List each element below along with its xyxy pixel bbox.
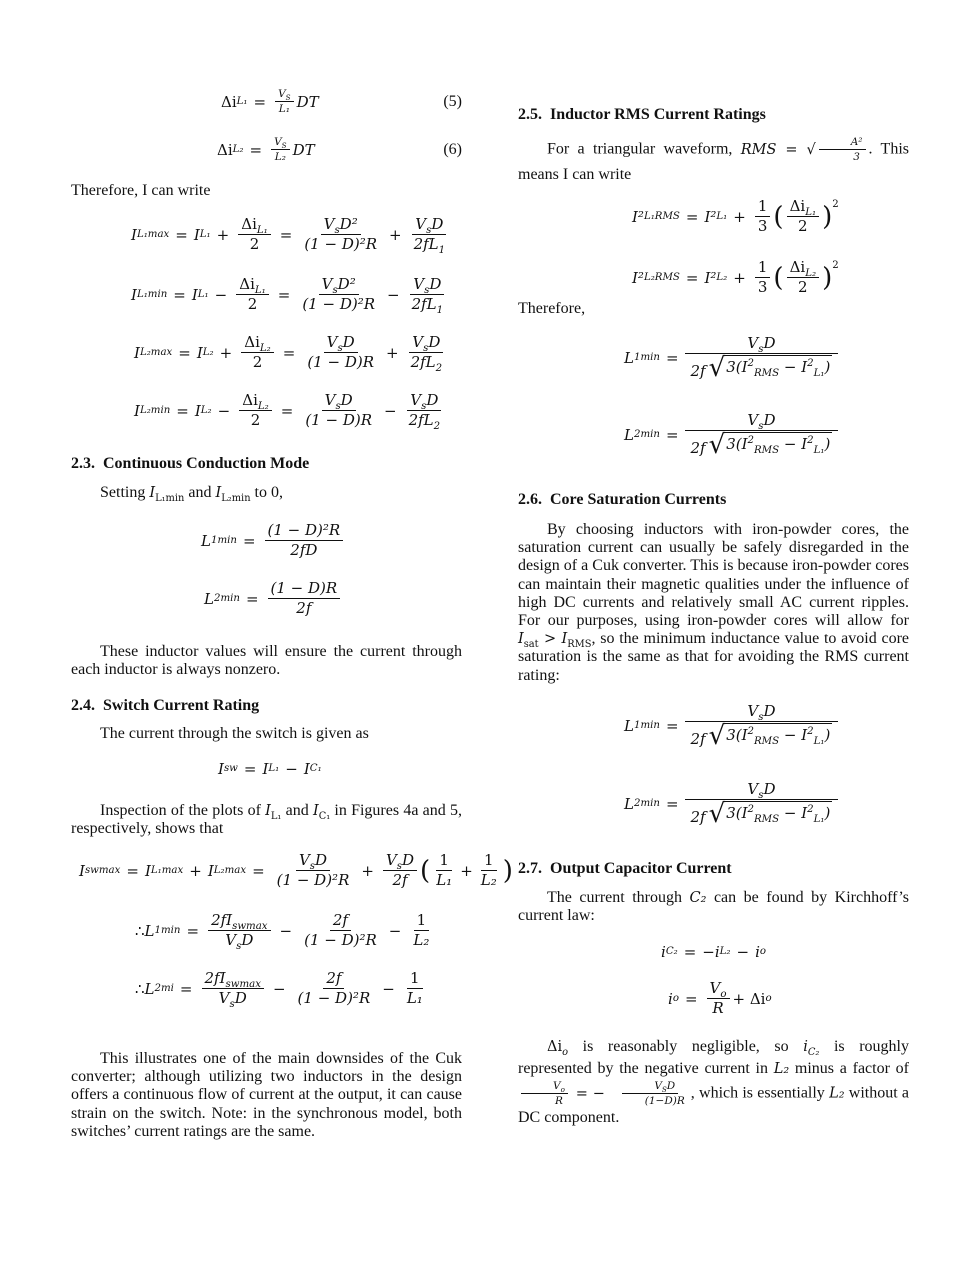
section-heading-2-7: 2.7. Output Capacitor Current	[518, 860, 732, 877]
equation-L2min-ccm: L 2min = $\frac{(1 - D)R}{2f}$	[71, 580, 462, 618]
equation-iC2: i C₂ = −i L₂ − i o	[661, 943, 767, 961]
equation-Isw: I sw = I L₁ − I C₁	[218, 760, 322, 778]
equation-L1min-sat: L 1min = $V_sD$ 2f √ $3(I^2_{RMS} - I^2_{L_1})$	[518, 703, 909, 749]
equation-IL2min: I L₂min = I L₂ − $\frac{\Delta i_{L_2}}{2}$ = $\frac{V_sD}{(1 - D)R}$ − $\frac{V_sD}{2fL_2}$	[134, 391, 441, 433]
paragraph: $\Delta i_o$ is reasonably negligible, so $i_{C_2}$ is roughly represented by the negative current in L₂ minus a factor of $\frac{V_o}{R}$ = − $\frac{V_SD}{(1-D)R}$ , which is essentially L₂ without a DC component.	[518, 1038, 910, 1127]
paragraph: These inductor values will ensure the current through each inductor is always nonzero.	[71, 643, 462, 679]
equation-L1min-sw: ∴ L 1min = $\frac{2fI_{swmax}}{V_sD}$ − $\frac{2f}{\text{(1 − D)²R}}$ − $\frac{1}{\text{L₂}}$	[135, 911, 430, 953]
equation-Iswmax: I swmax = I L₁max + I L₂max = $\frac{V_sD}{\text{(1 − D)²R}}$ + $\frac{V_sD}{2f}$ ( $\frac{1}{\text{L₁}}$ + $\frac{1}{\text{L₂}}$ )	[79, 851, 513, 890]
equation-L1min-rms: L 1min = $V_sD$ 2f √ $3(I^2_{RMS} - I^2_{L_1})$	[518, 335, 909, 381]
paragraph: The current through C₂ can be found by Kirchhoff’s current law:	[518, 889, 910, 925]
paragraph: By choosing inductors with iron-powder cores, the saturation current can usually be safely disregarded in the design of a Cuk converter. This is because iron-powder cores can maintain their magnetic qualities under the influence of high DC currents and relatively small AC current ripples. For our purposes, using iron-powder cores will allow for $I_{sat} > I_{RMS}$, so the minimum inductance value to avoid core saturation is the same as that for avoiding the RMS current rating:	[518, 521, 910, 684]
equation-IL2rms: I² L₂RMS = I² L₂ + $\frac{1}{3}$ ( $\frac{\Delta i_{L_2}}{2}$ ) $^2$	[632, 258, 839, 297]
equation-IL2max: I L₂max = I L₂ + $\frac{\Delta i_{L_2}}{2}$ = $\frac{V_sD}{(1 - D)R}$ + $\frac{V_sD}{2fL_2}$	[134, 333, 443, 375]
paragraph: This illustrates one of the main downsides of the Cuk converter; although utilizing two inductors in the design offers a continuous flow of current at the output, it can cause strain on the switch. Note: in the synchronous model, both switches’ current ratings are the same.	[71, 1050, 462, 1140]
equation-5: Δi L₁ = $\frac{V_S}{\text{L₁}}$ DT (5)	[221, 88, 462, 116]
paragraph: Inspection of the plots of $I_{L_1}$ and $I_{C_1}$ in Figures 4a and 5, respectively, shows that	[71, 802, 462, 838]
equation-L2min-sat: L 2min = $V_sD$ 2f √ $3(I^2_{RMS} - I^2_{L_1})$	[518, 781, 909, 827]
section-heading-2-3: 2.3. Continuous Conduction Mode	[71, 455, 310, 472]
equation-L2min-sw: ∴ L 2mi = $\frac{2fI_{swmax}}{V_sD}$ − $\frac{2f}{\text{(1 − D)²R}}$ − $\frac{1}{\text{L₁}}$	[135, 969, 423, 1011]
equation-L2min-rms: L 2min = $V_sD$ 2f √ $3(I^2_{RMS} - I^2_{L_1})$	[518, 412, 909, 458]
equation-io: i o = $\frac{V_o}{R}$ + Δi o	[668, 979, 772, 1018]
section-heading-2-4: 2.4. Switch Current Rating	[71, 697, 260, 714]
paragraph: The current through the switch is given as	[100, 725, 369, 742]
equation-number: (6)	[443, 140, 462, 158]
paragraph: Setting $I_{L_1min}$ and $I_{L_2min}$ to 0,	[100, 484, 283, 504]
equation-IL1min: I L₁min = I L₁ − $\frac{\Delta i_{L_1}}{2}$ = $\frac{V_sD^2}{\text{(1 − D)²R}}$ − $\frac{V_sD}{2fL_1}$	[131, 275, 444, 317]
equation-6: Δi L₂ = $\frac{V_S}{\text{L₂}}$ DT (6)	[217, 136, 462, 164]
equation-IL1max: I L₁max = I L₁ + $\frac{\Delta i_{L_1}}{2}$ = $\frac{V_sD^2}{\text{(1 − D)²R}}$ + $\frac{V_sD}{2fL_1}$	[131, 215, 446, 257]
therefore-text: Therefore, I can write	[71, 182, 211, 199]
section-heading-2-6: 2.6. Core Saturation Currents	[518, 491, 727, 508]
equation-number: (5)	[443, 92, 462, 110]
section-heading-2-5: 2.5. Inductor RMS Current Ratings	[518, 106, 766, 123]
therefore-text: Therefore,	[518, 300, 586, 317]
paragraph: For a triangular waveform, RMS = √ $\frac{\text{A²}}{3}$ . This means I can write	[518, 136, 910, 184]
equation-IL1rms: I² L₁RMS = I² L₁ + $\frac{1}{3}$ ( $\frac{\Delta i_{L_1}}{2}$ ) $^2$	[632, 197, 839, 236]
equation-L1min-ccm: L 1min = $\frac{\text{(1 − D)²R}}{2fD}$	[71, 522, 462, 560]
